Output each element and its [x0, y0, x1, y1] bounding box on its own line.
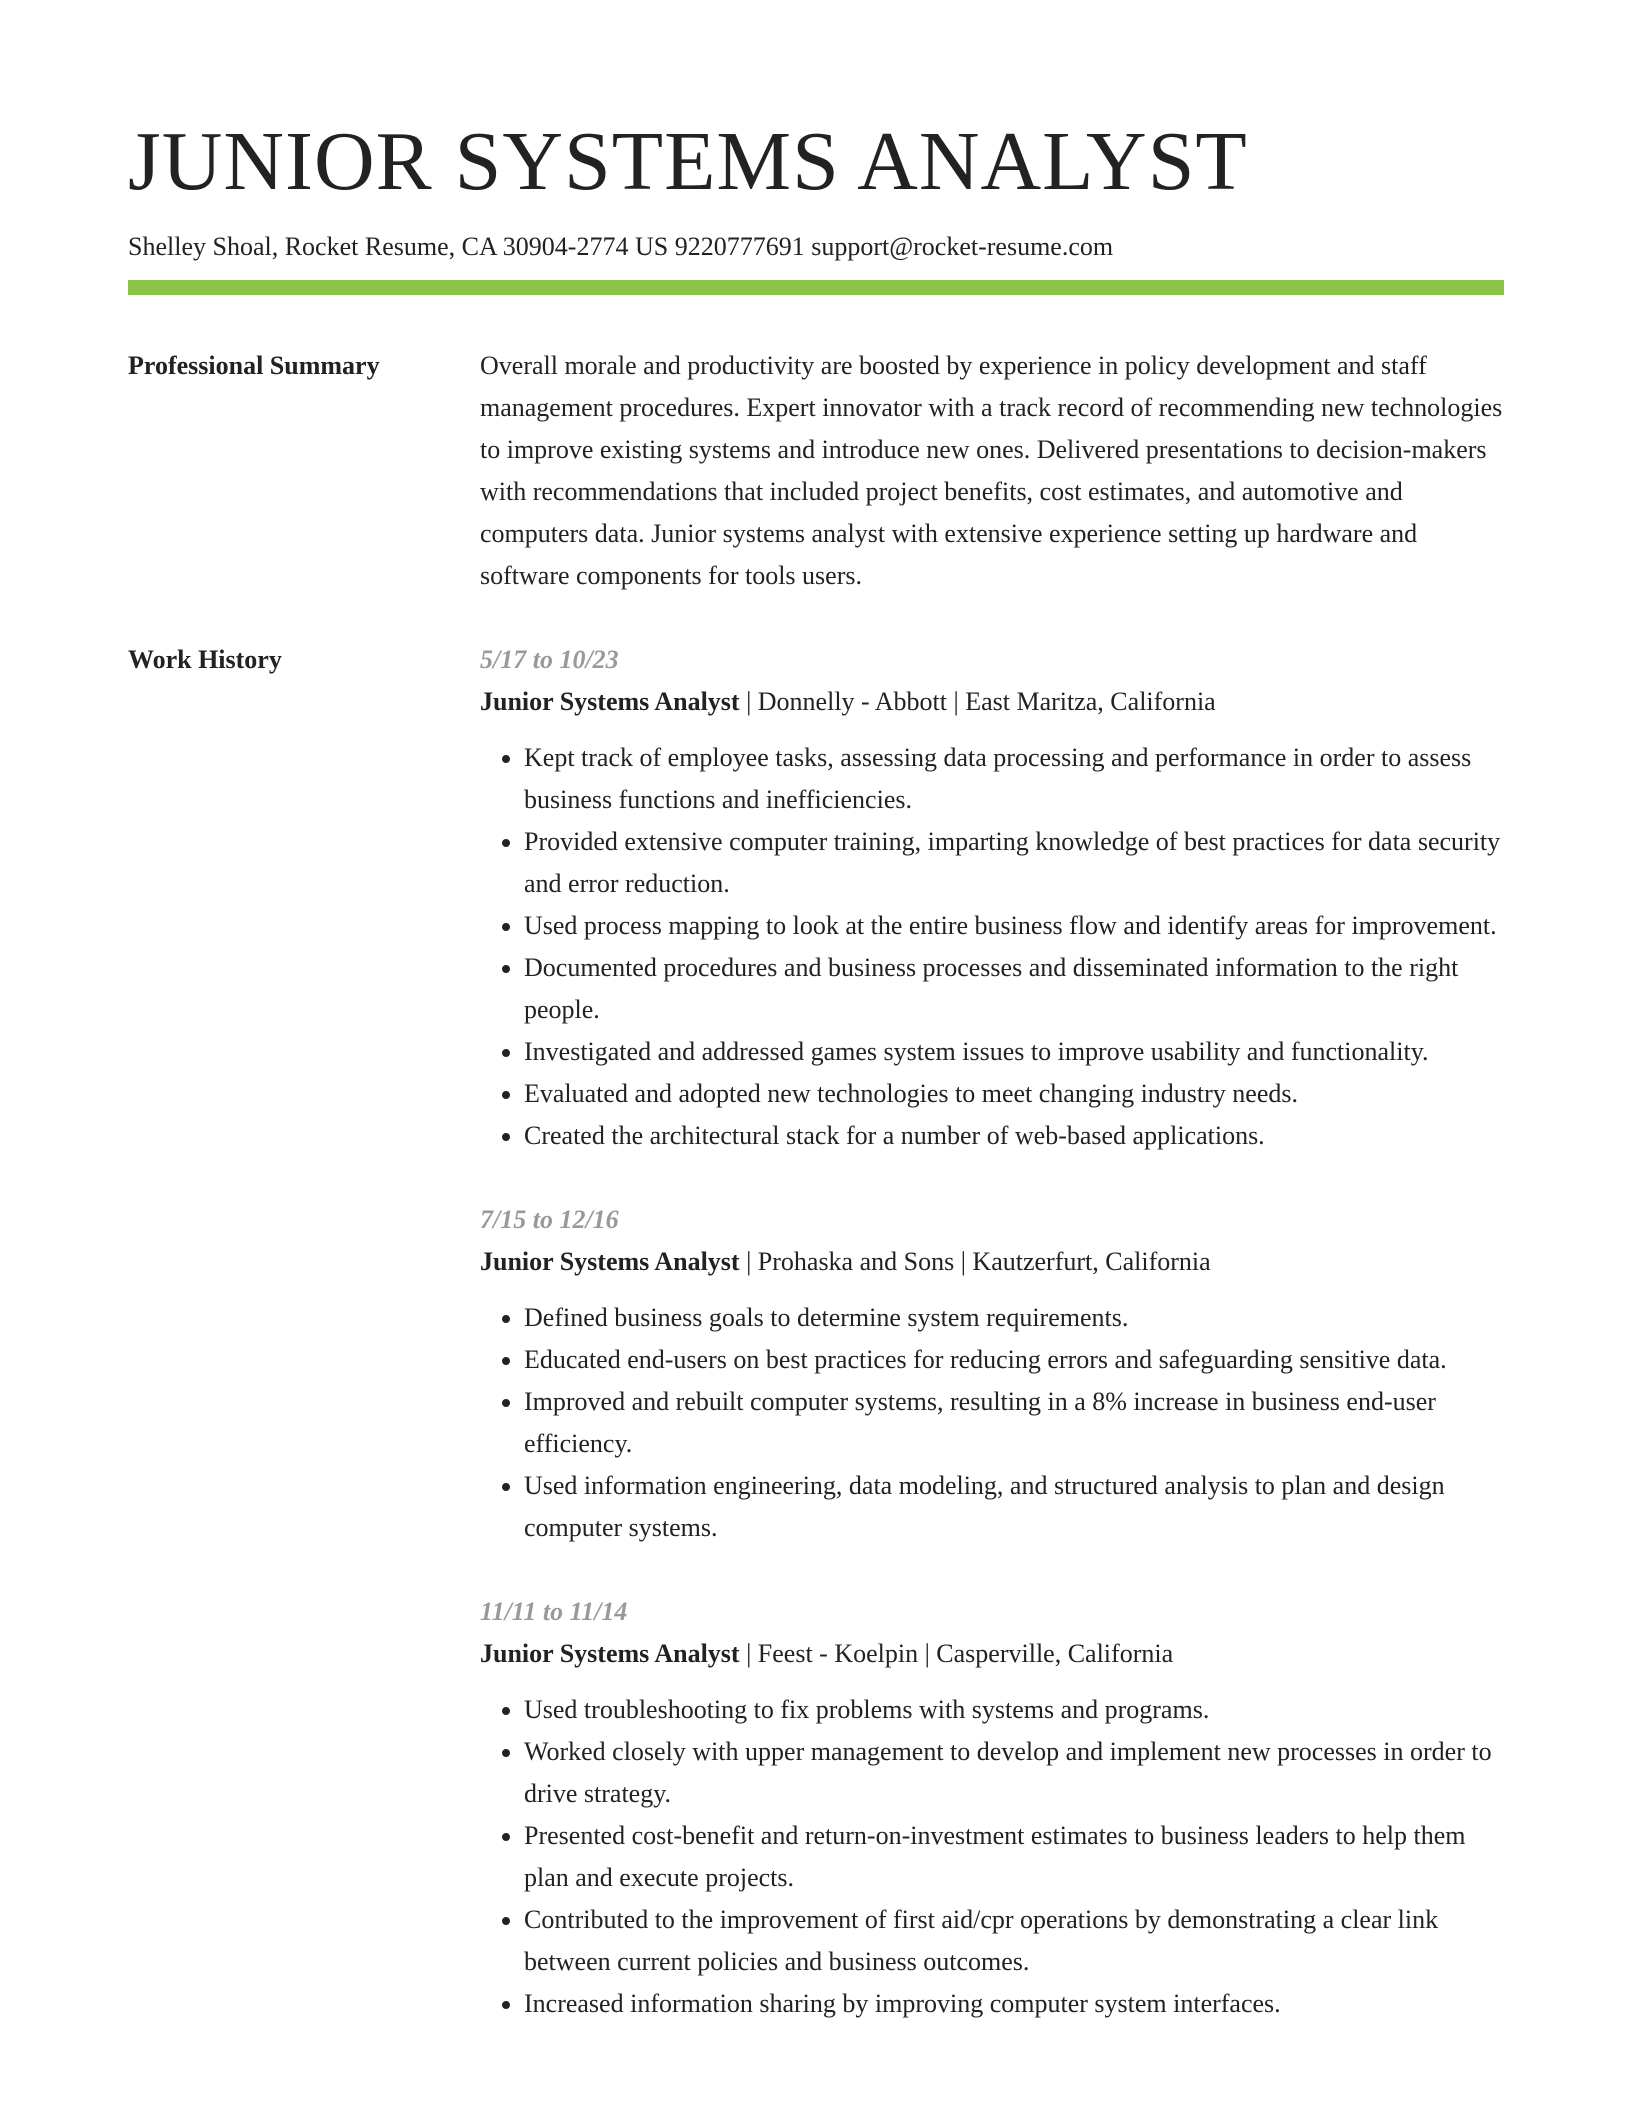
job-entry [480, 1199, 1504, 1549]
job-bullets [480, 1297, 1504, 1549]
job-details: | Prohaska and Sons | Kautzerfurt, California [739, 1246, 1211, 1276]
summary-text: Overall morale and productivity are boosted by experience in policy development and staff management procedures. Expert innovator with a track record of recommending new technologies to improve existing systems and introduce new ones. Delivered presentations to decision-makers with recommendations that included project benefits, cost estimates, and automotive and computers data. Junior systems analyst with extensive experience setting up hardware and software components for tools users. [480, 350, 1503, 590]
list-item: • Used troubleshooting to fix problems with systems and programs. [524, 1689, 1504, 1731]
section-label-work-history: Work History [128, 644, 282, 674]
professional-summary-section [128, 345, 1504, 597]
job-entry [480, 1591, 1504, 2025]
contact-line: Shelley Shoal, Rocket Resume, CA 30904-2774 US 9220777691 support@rocket-resume.com [128, 232, 1114, 261]
section-label-summary: Professional Summary [128, 350, 380, 380]
list-item: • Presented cost-benefit and return-on-investment estimates to business leaders to help them plan and execute projects. [524, 1815, 1504, 1899]
job-details: | Feest - Koelpin | Casperville, California [739, 1638, 1174, 1668]
job-role-line [480, 681, 1504, 723]
list-item: • Used information engineering, data modeling, and structured analysis to plan and design computer systems. [524, 1465, 1504, 1549]
work-history-section [128, 639, 1504, 2067]
list-item: • Used process mapping to look at the entire business flow and identify areas for improvement. [524, 905, 1504, 947]
list-item: • Educated end-users on best practices for reducing errors and safeguarding sensitive data. [524, 1339, 1504, 1381]
jobs-list [480, 639, 1504, 2067]
list-item: • Improved and rebuilt computer systems, resulting in a 8% increase in business end-user efficiency. [524, 1381, 1504, 1465]
job-details: | Donnelly - Abbott | East Maritza, California [739, 686, 1216, 716]
list-item: • Investigated and addressed games system issues to improve usability and functionality. [524, 1031, 1504, 1073]
resume-title: JUNIOR SYSTEMS ANALYST [128, 115, 1248, 208]
list-item: • Defined business goals to determine system requirements. [524, 1297, 1504, 1339]
accent-divider [128, 280, 1504, 295]
job-bullets [480, 1689, 1504, 2025]
list-item: • Evaluated and adopted new technologies to meet changing industry needs. [524, 1073, 1504, 1115]
list-item: • Provided extensive computer training, imparting knowledge of best practices for data security and error reduction. [524, 821, 1504, 905]
list-item: • Worked closely with upper management to develop and implement new processes in order to drive strategy. [524, 1731, 1504, 1815]
list-item: • Contributed to the improvement of first aid/cpr operations by demonstrating a clear link between current policies and business outcomes. [524, 1899, 1504, 1983]
resume-page [128, 115, 1504, 2067]
list-item: • Documented procedures and business processes and disseminated information to the right people. [524, 947, 1504, 1031]
job-bullets [480, 737, 1504, 1157]
job-dates: 5/17 to 10/23 [480, 644, 619, 674]
list-item: • Created the architectural stack for a number of web-based applications. [524, 1115, 1504, 1157]
job-role-line [480, 1633, 1504, 1675]
job-title: Junior Systems Analyst [480, 686, 740, 716]
list-item: • Increased information sharing by improving computer system interfaces. [524, 1983, 1504, 2025]
job-dates: 11/11 to 11/14 [480, 1596, 628, 1626]
job-entry [480, 639, 1504, 1157]
list-item: • Kept track of employee tasks, assessing data processing and performance in order to assess business functions and inefficiencies. [524, 737, 1504, 821]
job-dates: 7/15 to 12/16 [480, 1204, 619, 1234]
job-title: Junior Systems Analyst [480, 1638, 740, 1668]
job-role-line [480, 1241, 1504, 1283]
job-title: Junior Systems Analyst [480, 1246, 740, 1276]
